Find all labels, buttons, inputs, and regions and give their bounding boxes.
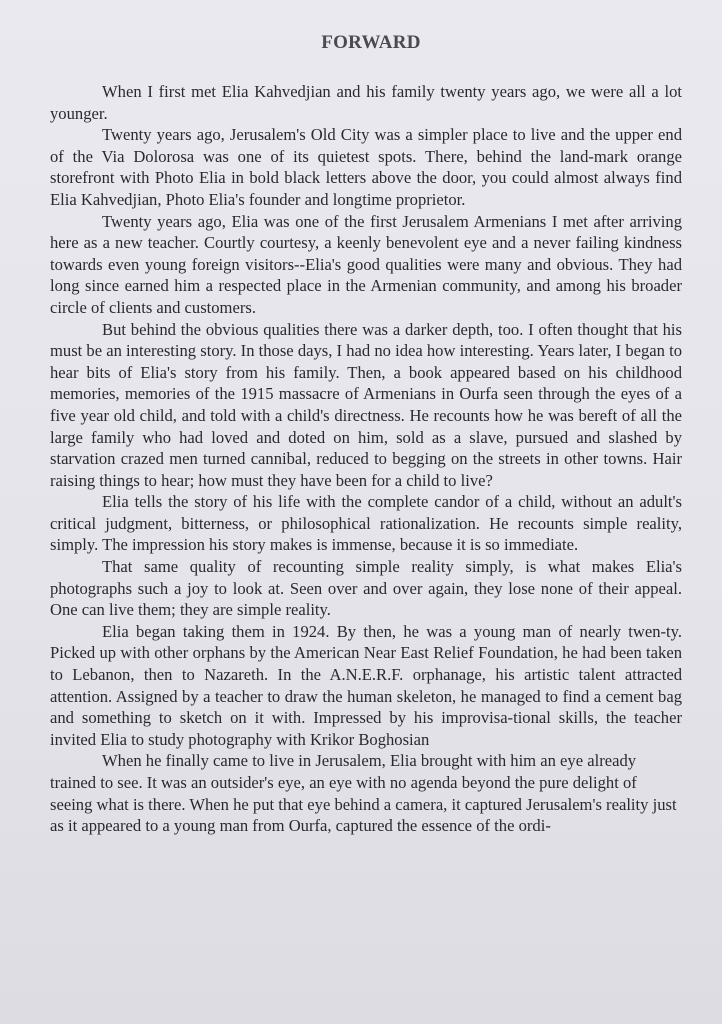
paragraph: But behind the obvious qualities there was a darker depth, too. I often thought that his must be an interesting story. In those days, I had no idea how interesting. Years later, I began to hear bits of Elia's story from his family. Then, a book appeared based on his childhood memories, memories of the 1915 massacre of Armenians in Ourfa seen through the eyes of a five year old child, and told with a child's directness. He recounts how he was bereft of all the large family who had loved and doted on him, sold as a slave, pursued and slashed by starvation crazed men turned cannibal, reduced to begging on the streets in other towns. Hair raising things to hear; how must they have been for a child to live? bbox=[50, 319, 682, 490]
page-title: FORWARD bbox=[321, 32, 421, 53]
paragraph: Elia began taking them in 1924. By then, he was a young man of nearly twen-ty. Picked up with other orphans by the American Near East Relief Foundation, he had been taken to Lebanon, then to Nazareth. In the A.N.E.R.F. orphanage, his artistic talent attracted attention. Assigned by a teacher to draw the human skeleton, he managed to find a cement bag and something to sketch on it with. Impressed by his improvisa-tional skills, the teacher invited Elia to study photography with Krikor Boghosian bbox=[50, 621, 682, 749]
body-text bbox=[50, 81, 682, 837]
paragraph: Elia tells the story of his life with the complete candor of a child, without an adult's critical judgment, bitterness, or philosophical rationalization. He recounts simple reality, simply. The impression his story makes is immense, because it is so immediate. bbox=[50, 492, 682, 555]
paragraph: When he finally came to live in Jerusalem, Elia brought with him an eye already trained to see. It was an outsider's eye, an eye with no agenda beyond the pure delight of seeing what is there. When he put that eye behind a camera, it captured Jerusalem's reality just as it appeared to a young man from Ourfa, captured the essence of the ordi- bbox=[50, 751, 677, 836]
paragraph: That same quality of recounting simple reality simply, is what makes Elia's photographs such a joy to look at. Seen over and over again, they lose none of their appeal. One can live them; they are simple reality. bbox=[50, 557, 682, 620]
paragraph: Twenty years ago, Jerusalem's Old City was a simpler place to live and the upper end of the Via Dolorosa was one of its quietest spots. There, behind the land-mark orange storefront with Photo Elia in bold black letters above the door, you could almost always find Elia Kahvedjian, Photo Elia's founder and longtime proprietor. bbox=[50, 125, 682, 209]
paragraph: When I first met Elia Kahvedjian and his family twenty years ago, we were all a lot younger. bbox=[50, 82, 682, 123]
paragraph: Twenty years ago, Elia was one of the first Jerusalem Armenians I met after arriving here as a new teacher. Courtly courtesy, a keenly benevolent eye and a never failing kindness towards even young foreign visitors--Elia's good qualities were many and obvious. They had long since earned him a respected place in the Armenian community, and among his broader circle of clients and customers. bbox=[50, 211, 682, 317]
